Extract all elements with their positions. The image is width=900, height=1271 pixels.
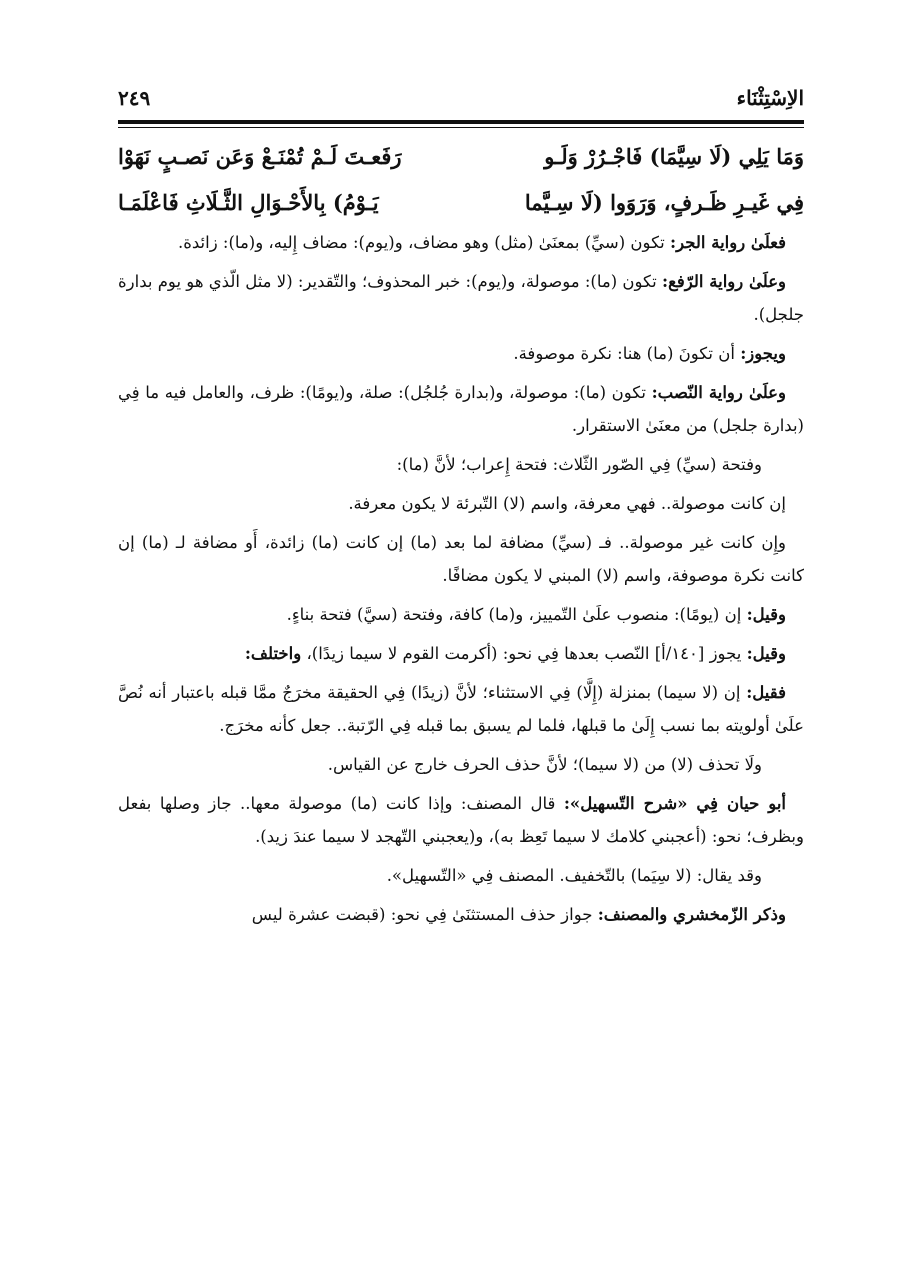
paragraph-lead: وذكر الزّمخشري والمصنف: [597, 905, 786, 924]
paragraph [118, 487, 804, 520]
paragraph-lead: وعلَىٰ رواية الرّفع: [662, 272, 787, 291]
paragraph-text: إن (لا سيما) بمنزلة (إِلَّا) فِي الاستثناء؛ لأنَّ (زيدًا) فِي الحقيقة مخرَجٌ ممَّا قبله باعتبار أنه نُصَّ علَىٰ أولويته بما نسب إِلَىٰ ما قبلها، فلما لم يسبق بما قبله فِي الرّتبة.. جعل كأنه مخرَج. [118, 683, 804, 735]
paragraph-text: وإِن كانت غير موصولة.. فـ (سيِّ) مضافة لما بعد (ما) إن كانت (ما) زائدة، أَو مضافة لـ (ما) إن كانت نكرة موصوفة، واسم (لا) المبني لا يكون مضافًا. [118, 533, 804, 585]
paragraph-text: وفتحة (سيِّ) فِي الصّور الثّلاث: فتحة إِعراب؛ لأنَّ (ما): [396, 455, 762, 474]
paragraph [118, 526, 804, 592]
poem-line-1-first-hemistich: وَمَا يَلِي (لَا سِيَّمَا) فَاجْـرُرْ وَلَـو [544, 144, 804, 169]
poem-line-1 [118, 134, 804, 180]
paragraph [118, 337, 804, 370]
paragraph-lead: وقيل: [746, 605, 786, 624]
paragraph-lead: فقيل: [746, 683, 786, 702]
paragraph-lead: وقيل: [746, 644, 786, 663]
paragraph [118, 598, 804, 631]
paragraph-tail: واختلف: [244, 644, 302, 663]
paragraph [118, 859, 804, 892]
paragraph-lead: أبو حيان فِي «شرح التّسهيل»: [563, 794, 787, 813]
paragraph [118, 787, 804, 853]
poem-line-2-first-hemistich: فِي غَيـرِ ظَـرفٍ، وَرَوَوا (لَا سِـيَّما [524, 190, 804, 215]
page-header [118, 80, 804, 120]
paragraph-text: قال المصنف: وإذا كانت (ما) موصولة معها.. جاز وصلها بفعل وبظرف؛ نحو: (أعجبني كلامك لا سيما تَعِظ به)، و(يعجبني التّهجد لا سيما عندَ زيد). [118, 794, 804, 846]
paragraph [118, 637, 804, 670]
paragraph-text: أن تكونَ (ما) هنا: نكرة موصوفة. [513, 344, 741, 363]
poem-line-2 [118, 180, 804, 226]
header-rule-thick [118, 120, 804, 124]
paragraph [118, 265, 804, 331]
paragraph-text: تكون (ما): موصولة، و(يوم): خبر المحذوف؛ والتّقدير: (لا مثل الّذي هو يوم بدارة جلجل). [118, 272, 804, 324]
paragraph-text: ولَا تحذف (لا) من (لا سيما)؛ لأنَّ حذف الحرف خارج عن القياس. [327, 755, 762, 774]
header-rule-thin [118, 127, 804, 128]
paragraph-lead: ويجوز: [740, 344, 786, 363]
paragraph-text: يجوز [١٤٠/أ] النّصب بعدها فِي نحو: (أكرمت القوم لا سيما زيدًا)، [306, 644, 747, 663]
paragraph-text: إن كانت موصولة.. فهي معرفة، واسم (لا) التّبرئة لا يكون معرفة. [348, 494, 786, 513]
paragraph [118, 898, 804, 931]
poem-line-2-second-hemistich: يَـوْمُ) بِالأَحْـوَالِ الثَّـلَاثِ فَاعْلَمَـا [118, 190, 379, 215]
paragraph [118, 448, 804, 481]
paragraph [118, 676, 804, 742]
paragraph [118, 748, 804, 781]
poem-line-1-second-hemistich: رَفَعـتَ لَـمْ تُمْنَـعْ وَعَن نَصـبٍ نَهَوْا [118, 144, 402, 169]
paragraph-text: تكون (سيِّ) بمعنَىٰ (مثل) وهو مضاف، و(يوم): مضاف إِليه، و(ما): زائدة. [177, 233, 671, 252]
paragraph-lead: فعلَىٰ رواية الجر: [670, 233, 786, 252]
page-body [118, 134, 804, 1231]
page-number: ٢٤٩ [118, 86, 151, 110]
paragraph-lead: وعلَىٰ رواية النّصب: [651, 383, 787, 402]
paragraph-text: تكون (ما): موصولة، و(بدارة جُلجُل): صلة، و(يومًا): ظرف، والعامل فيه ما فِي (بدارة جلجل) من معنَىٰ الاستقرار. [118, 383, 804, 435]
paragraph-text: جواز حذف المستثنَىٰ فِي نحو: (قبضت عشرة ليس [251, 905, 598, 924]
paragraph [118, 226, 804, 259]
running-title: الاِسْتِثْنَاء [736, 86, 804, 110]
paragraph [118, 376, 804, 442]
paragraph-text: إن (يومًا): منصوب علَىٰ التّمييز، و(ما) كافة، وفتحة (سيَّ) فتحة بناءٍ. [286, 605, 747, 624]
paragraph-text: وقد يقال: (لا سِيَما) بالتّخفيف. المصنف فِي «التّسهيل». [386, 866, 762, 885]
